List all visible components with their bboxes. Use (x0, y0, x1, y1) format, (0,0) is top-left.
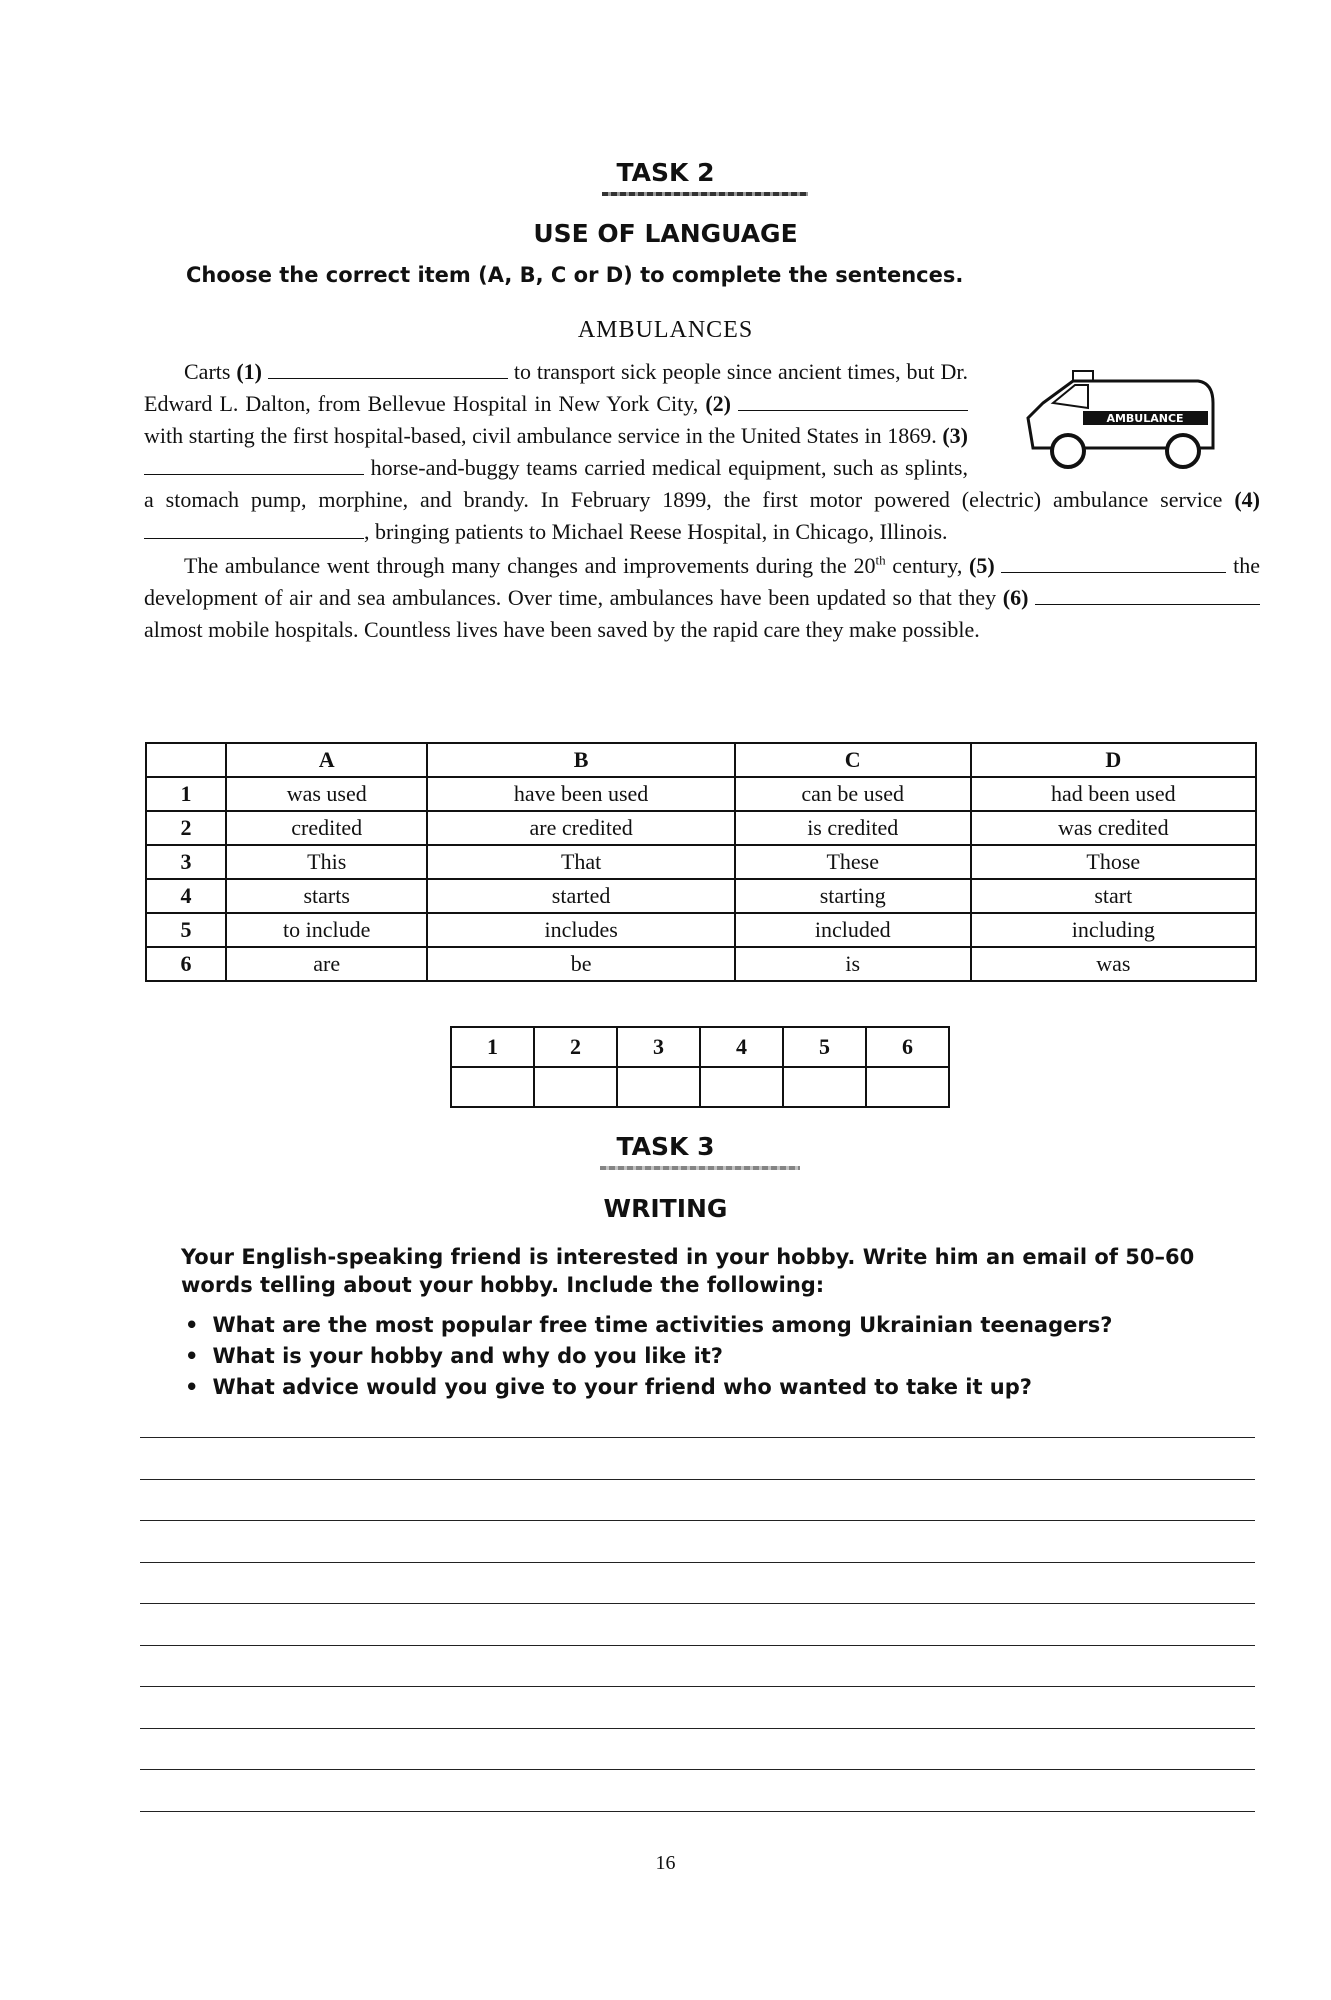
option-a[interactable]: starts (226, 879, 427, 913)
row-number: 4 (146, 879, 226, 913)
text-title: AMBULANCES (577, 317, 754, 343)
answer-cell[interactable] (866, 1067, 949, 1107)
task2-instruction: Choose the correct item (A, B, C or D) to complete the sentences. (186, 263, 964, 287)
answer-cell[interactable] (617, 1067, 700, 1107)
options-row (146, 947, 1256, 981)
options-row (146, 811, 1256, 845)
passage (144, 356, 1260, 646)
options-header-row (146, 743, 1256, 777)
option-a[interactable]: to include (226, 913, 427, 947)
row-number: 1 (146, 777, 226, 811)
answer-cell[interactable] (451, 1067, 534, 1107)
task3-subtitle: WRITING (603, 1194, 728, 1223)
gap-1[interactable] (268, 360, 508, 379)
option-b[interactable]: are credited (427, 811, 734, 845)
option-b[interactable]: started (427, 879, 734, 913)
option-c[interactable]: included (735, 913, 971, 947)
gap-6[interactable] (1035, 586, 1260, 605)
option-c[interactable]: is (735, 947, 971, 981)
answer-number: 2 (534, 1027, 617, 1067)
answer-number: 1 (451, 1027, 534, 1067)
task3-bullets (185, 1310, 1112, 1403)
row-number: 5 (146, 913, 226, 947)
options-table (145, 742, 1257, 982)
answer-number: 6 (866, 1027, 949, 1067)
answer-number: 3 (617, 1027, 700, 1067)
gap-2[interactable] (738, 392, 968, 411)
header-b: B (427, 743, 734, 777)
writing-line[interactable] (140, 1562, 1255, 1563)
task2-subtitle: USE OF LANGUAGE (533, 219, 798, 248)
task2-title: TASK 2 (616, 158, 715, 187)
bullet-item: • What is your hobby and why do you like it? (185, 1341, 1112, 1372)
writing-line[interactable] (140, 1437, 1255, 1438)
option-b[interactable]: have been used (427, 777, 734, 811)
header-d: D (971, 743, 1256, 777)
answer-number: 4 (700, 1027, 783, 1067)
option-d[interactable]: start (971, 879, 1256, 913)
options-row (146, 913, 1256, 947)
writing-line[interactable] (140, 1479, 1255, 1480)
writing-line[interactable] (140, 1769, 1255, 1770)
divider (600, 1166, 800, 1170)
option-c[interactable]: can be used (735, 777, 971, 811)
writing-line[interactable] (140, 1645, 1255, 1646)
answer-cell[interactable] (534, 1067, 617, 1107)
option-b[interactable]: That (427, 845, 734, 879)
gap-5[interactable] (1001, 554, 1226, 573)
option-d[interactable]: had been used (971, 777, 1256, 811)
option-c[interactable]: is credited (735, 811, 971, 845)
answer-number: 5 (783, 1027, 866, 1067)
option-d[interactable]: was credited (971, 811, 1256, 845)
options-row (146, 845, 1256, 879)
header-c: C (735, 743, 971, 777)
bullet-item: • What advice would you give to your friend who wanted to take it up? (185, 1372, 1112, 1403)
option-a[interactable]: This (226, 845, 427, 879)
option-d[interactable]: including (971, 913, 1256, 947)
task3-prompt: Your English-speaking friend is interested in your hobby. Write him an email of 50–60 words telling about your hobby. Include the following: (181, 1245, 1195, 1297)
row-number: 6 (146, 947, 226, 981)
ambulance-label: AMBULANCE (1105, 411, 1184, 425)
header-a: A (226, 743, 427, 777)
writing-line[interactable] (140, 1686, 1255, 1687)
gap-3[interactable] (144, 456, 364, 475)
page-number: 16 (655, 1852, 676, 1874)
option-a[interactable]: are (226, 947, 427, 981)
row-number: 2 (146, 811, 226, 845)
answer-cell[interactable] (783, 1067, 866, 1107)
writing-line[interactable] (140, 1520, 1255, 1521)
paragraph-2: The ambulance went through many changes and improvements during the 20th century, (5) the development of air and sea ambulances. Over time, ambulances have been updated so that they (6) almost mobile hospitals. Countless lives have been saved by the rapid care they make possible. (144, 552, 1261, 642)
task3-title: TASK 3 (616, 1132, 715, 1161)
option-b[interactable]: includes (427, 913, 734, 947)
options-row (146, 879, 1256, 913)
bullet-item: • What are the most popular free time activities among Ukrainian teenagers? (185, 1310, 1112, 1341)
options-row (146, 777, 1256, 811)
option-b[interactable]: be (427, 947, 734, 981)
writing-line[interactable] (140, 1603, 1255, 1604)
gap-4[interactable] (144, 520, 364, 539)
answer-cell[interactable] (700, 1067, 783, 1107)
writing-line[interactable] (140, 1811, 1255, 1812)
option-d[interactable]: was (971, 947, 1256, 981)
option-d[interactable]: Those (971, 845, 1256, 879)
writing-line[interactable] (140, 1728, 1255, 1729)
paragraph-1: Carts (1) to transport sick people since ancient times, but Dr. Edward L. Dalton, from Bellevue Hospital in New York City, (2) with starting the first hospital-based, civil ambulance service in the United States in 1869. (3) horse-and-buggy teams carried medical equipment, such as splints, a stomach pump, morphine, and brandy. In February 1899, the first motor powered (electric) ambulance service (4) , bringing patients to Michael Reese Hospital, in Chicago, Illinois. (144, 359, 1260, 544)
option-c[interactable]: These (735, 845, 971, 879)
divider (602, 192, 808, 196)
option-c[interactable]: starting (735, 879, 971, 913)
option-a[interactable]: credited (226, 811, 427, 845)
option-a[interactable]: was used (226, 777, 427, 811)
ambulance-illustration (980, 356, 1260, 484)
row-number: 3 (146, 845, 226, 879)
answer-grid (450, 1026, 950, 1108)
